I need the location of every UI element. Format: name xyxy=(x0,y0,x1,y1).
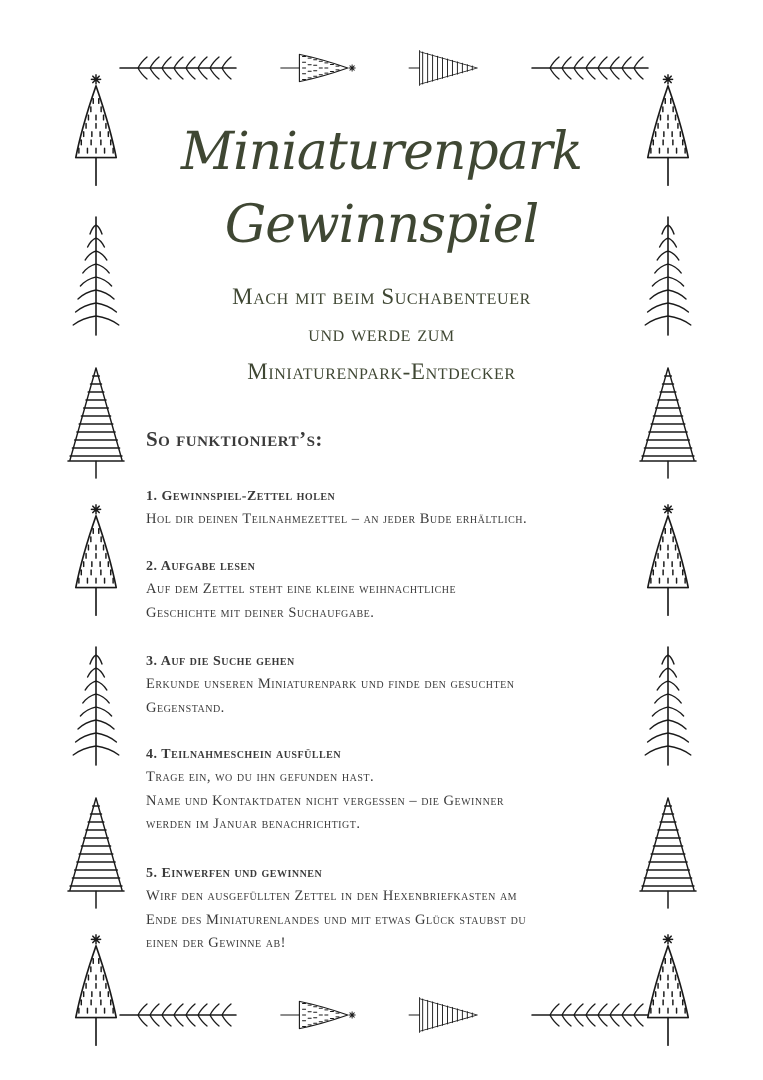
title-line-2: Gewinnspiel xyxy=(224,195,539,255)
fir-branch-tree-icon xyxy=(645,647,691,765)
branch-icon xyxy=(532,1004,648,1026)
subtitle-line-2: und werde zum xyxy=(308,321,455,346)
step-title: 2. Aufgabe lesen xyxy=(146,559,256,574)
step-text-line: einen der Gewinne ab! xyxy=(146,935,286,951)
striped-tree-icon xyxy=(640,798,696,908)
branch-icon xyxy=(120,1004,236,1026)
step-text-line: Geschichte mit deiner Suchaufgabe. xyxy=(146,604,375,621)
step-text-line: Name und Kontaktdaten nicht vergessen – die Gewinner xyxy=(146,792,505,809)
step-title: 4. Teilnahmeschein ausfüllen xyxy=(146,747,342,762)
step-1 xyxy=(146,485,636,532)
howto-heading: So funktioniert’s: xyxy=(146,427,323,451)
step-text-line: Hol dir deinen Teilnahmezettel – an jeder Bude erhältlich. xyxy=(146,511,528,527)
title-line-1: Miniaturenpark xyxy=(180,122,583,182)
sideways-striped-tree-icon xyxy=(409,51,477,86)
step-title: 1. Gewinnspiel-Zettel holen xyxy=(146,489,336,504)
step-title: 3. Auf die Suche gehen xyxy=(146,654,295,669)
star-dash-tree-icon xyxy=(76,935,116,1045)
step-text-line: Ende des Miniaturenlandes und mit etwas Glück staubst du xyxy=(146,911,527,928)
subtitle-line-3: Miniaturenpark-Entdecker xyxy=(247,359,516,384)
sideways-dash-tree-icon xyxy=(281,54,355,81)
step-text-line: Wirf den ausgefüllten Zettel in den Hexenbriefkasten am xyxy=(146,888,518,904)
step-4 xyxy=(146,743,636,837)
step-text-line: werden im Januar benachrichtigt. xyxy=(146,816,361,832)
sideways-striped-tree-icon xyxy=(409,998,477,1033)
step-text-line: Auf dem Zettel steht eine kleine weihnachtliche xyxy=(146,581,457,597)
striped-tree-icon xyxy=(68,798,124,908)
star-dash-tree-icon xyxy=(76,505,116,615)
step-3 xyxy=(146,650,636,720)
star-dash-tree-icon xyxy=(648,935,688,1045)
fir-branch-tree-icon xyxy=(73,647,119,765)
sideways-dash-tree-icon xyxy=(281,1001,355,1028)
star-dash-tree-icon xyxy=(648,505,688,615)
branch-icon xyxy=(120,57,236,79)
step-2 xyxy=(146,555,636,625)
step-title: 5. Einwerfen und gewinnen xyxy=(146,866,323,881)
branch-icon xyxy=(532,57,648,79)
step-text-line: Trage ein, wo du ihn gefunden hast. xyxy=(146,769,375,785)
subtitle-line-1: Mach mit beim Suchabenteuer xyxy=(232,284,531,309)
step-text-line: Gegenstand. xyxy=(146,699,225,716)
step-5 xyxy=(146,862,636,956)
step-text-line: Erkunde unseren Miniaturenpark und finde den gesuchten xyxy=(146,676,515,692)
